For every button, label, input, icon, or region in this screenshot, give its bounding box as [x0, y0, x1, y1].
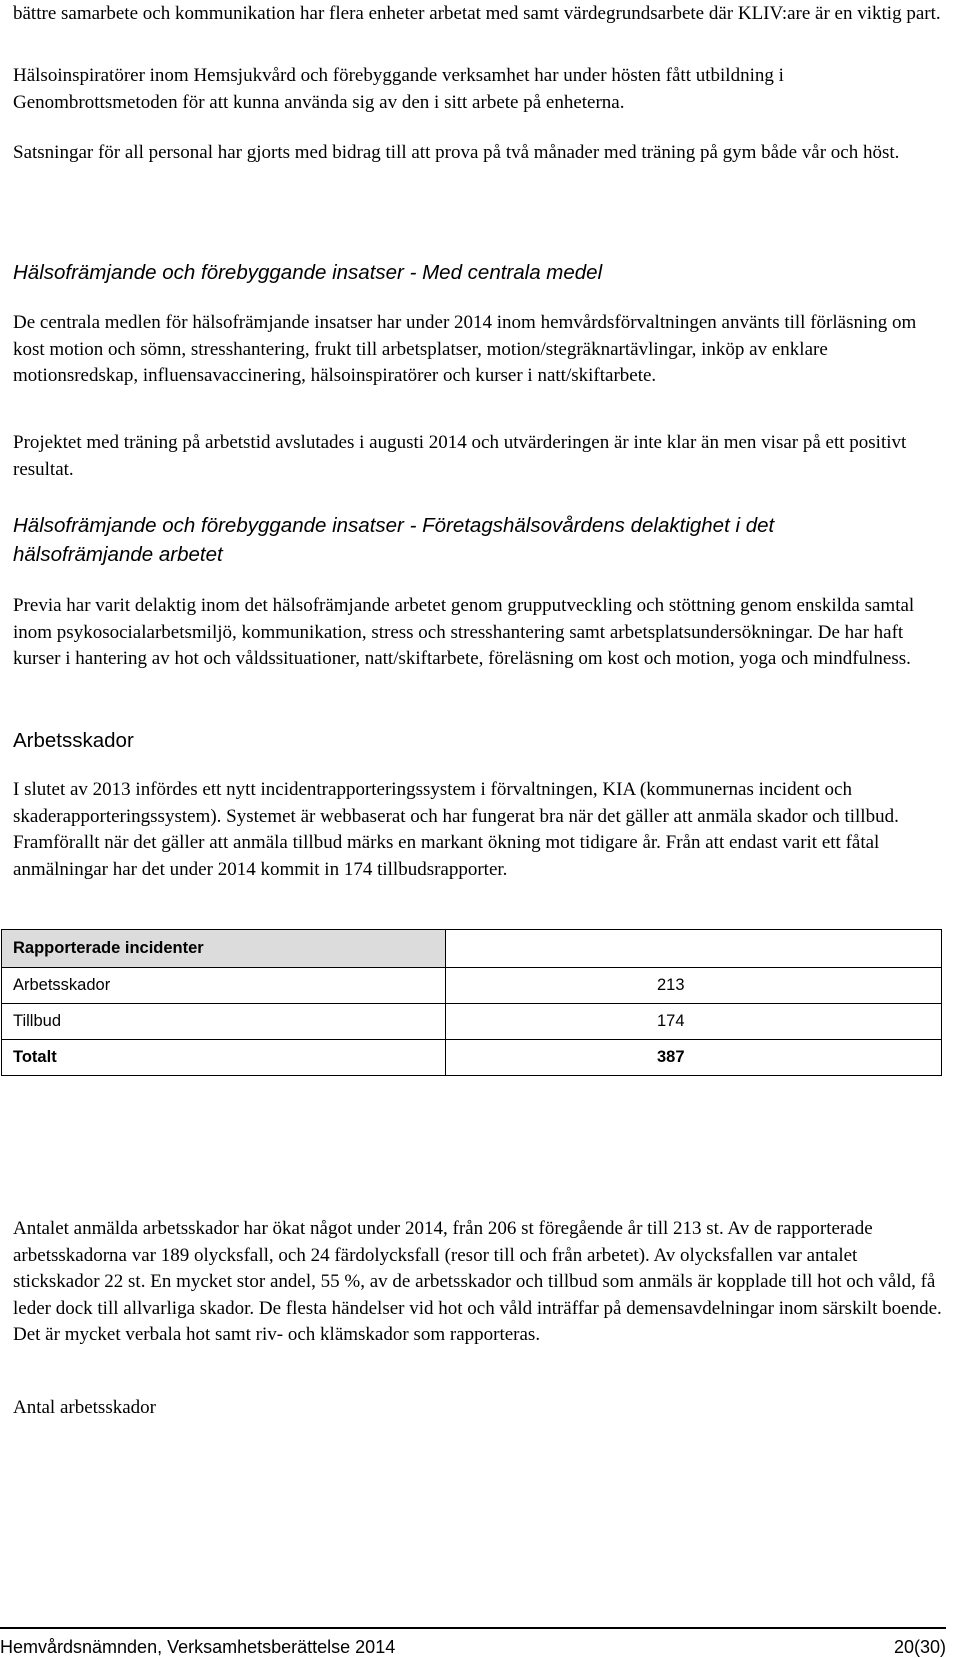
table-header-cell: Rapporterade incidenter	[2, 930, 446, 968]
paragraph-training-project: Projektet med träning på arbetstid avslutades i augusti 2014 och utvärderingen är inte klar än men visar på ett positivt resultat.	[13, 432, 907, 480]
table-row-total	[2, 1040, 942, 1076]
heading-central-funds: Hälsofrämjande och förebyggande insatser - Med centrala medel	[13, 261, 603, 284]
paragraph-previa: Previa har varit delaktig inom det hälsofrämjande arbetet genom grupputveckling och stöttning genom enskilda samtal inom psykosocialarbetsmiljö, kommunikation, stress och stresshantering samt arbetsplatsundersökningar. De har haft kurser i hantering av hot och våldssituationer, natt/skiftarbete, föreläsning om kost och motion, yoga och mindfulness.	[13, 595, 915, 669]
table-row	[2, 1004, 942, 1040]
paragraph-health-inspirers: Hälsoinspiratörer inom Hemsjukvård och förebyggande verksamhet har under hösten fått utbildning i Genombrottsmetoden för att kunna använda sig av den i sitt arbete på enheterna.	[13, 65, 784, 113]
table-row	[2, 968, 942, 1004]
table-header-empty-cell	[446, 930, 942, 968]
paragraph-injury-count-caption: Antal arbetsskador	[13, 1397, 156, 1418]
paragraph-injury-statistics: Antalet anmälda arbetsskador har ökat något under 2014, från 206 st föregående år till 213 st. Av de rapporterade arbetsskadorna var 189 olycksfall, och 24 färdolycksfall (resor till och från arbetet). Av olycksfallen var antalet stickskador 22 st. En mycket stor andel, 55 %, av de arbetsskador och tillbud som anmäls är kopplade till hot och våld, få leder dock till allvarliga skador. De flesta händelser vid hot och våld inträffar på demensavdelningar inom särskilt boende. Det är mycket verbala hot samt riv- och klämskador som rapporteras.	[13, 1218, 942, 1345]
table-cell-value: 213	[446, 968, 942, 1004]
paragraph-central-funds: De centrala medlen för hälsofrämjande insatser har under 2014 inom hemvårdsförvaltningen använts till förläsning om kost motion och sömn, stresshantering, frukt till arbetsplatser, motion/stegräknartävlingar, inköp av enklare motionsredskap, influensavaccinering, hälsoinspiratörer och kurser i natt/skiftarbete.	[13, 312, 917, 386]
table-cell-value: 387	[446, 1040, 942, 1076]
heading-occupational-health	[13, 511, 948, 569]
table-cell-label: Arbetsskador	[2, 968, 446, 1004]
paragraph-kia-system: I slutet av 2013 infördes ett nytt incidentrapporteringssystem i förvaltningen, KIA (kommunernas incident och skaderapporteringssystem). Systemet är webbaserat och har fungerat bra när det gäller att anmäla skador och tillbud. Framförallt när det gäller att anmäla tillbud märks en markant ökning mot tidigare år. Från att endast varit ett fåtal anmälningar har det under 2014 kommit in 174 tillbudsrapporter.	[13, 779, 899, 880]
heading-work-injuries: Arbetsskador	[13, 729, 134, 752]
footer-document-title: Hemvårdsnämnden, Verksamhetsberättelse 2014	[0, 1637, 396, 1657]
paragraph-gym-initiatives: Satsningar för all personal har gjorts med bidrag till att prova på två månader med träning på gym både vår och höst.	[13, 142, 900, 163]
page-footer	[0, 1627, 946, 1657]
footer-divider	[0, 1627, 946, 1629]
incidents-table	[1, 929, 942, 1076]
table-cell-value: 174	[446, 1004, 942, 1040]
table-cell-label: Totalt	[2, 1040, 446, 1076]
table-cell-label: Tillbud	[2, 1004, 446, 1040]
table-header-row	[2, 930, 942, 968]
footer-page-number: 20(30)	[893, 1637, 946, 1657]
heading-occupational-health-line1: Hälsofrämjande och förebyggande insatser - Företagshälsovårdens delaktighet i det	[13, 514, 775, 537]
paragraph-collaboration: bättre samarbete och kommunikation har flera enheter arbetat med samt värdegrundsarbete där KLIV:are är en viktig part.	[13, 3, 941, 24]
heading-occupational-health-line2: hälsofrämjande arbetet	[13, 543, 223, 566]
